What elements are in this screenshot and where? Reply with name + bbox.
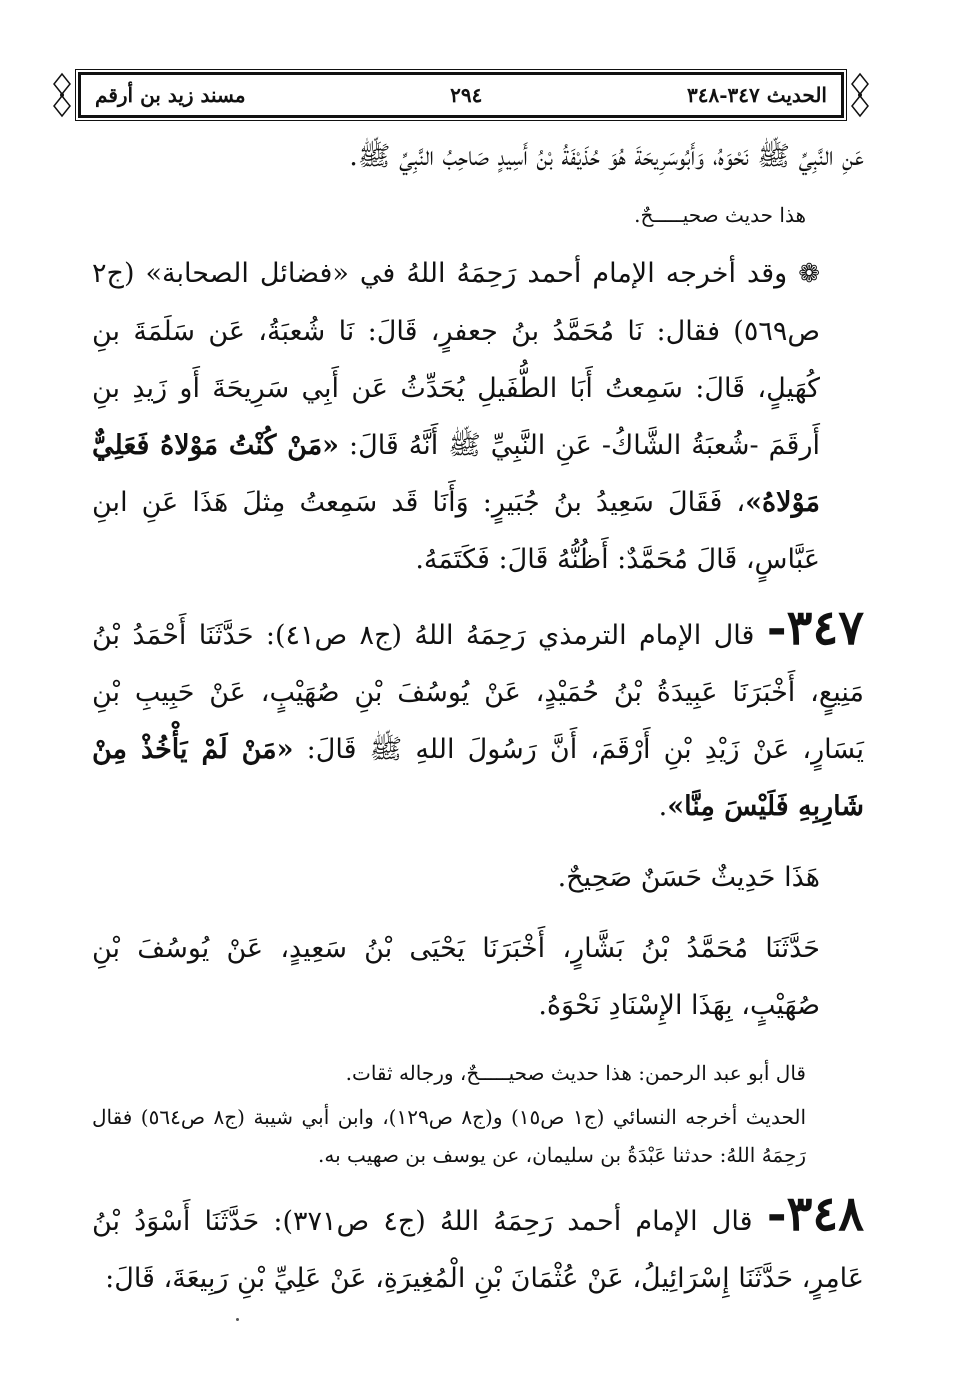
header-frame	[78, 72, 844, 118]
hadith-isnad: قال الإمام الترمذي رَحِمَهُ اللهُ (ج٨ ص٤١): حَدَّثَنَا أَحْمَدُ بْنُ مَنِيعٍ، أَخْبَرَنَا عَبِيدَةُ بْنُ حُمَيْدٍ، عَنْ يُوسُفَ بْنِ صُهَيْبٍ، عَنْ حَبِيبِ بْنِ يَسَارٍ، عَنْ زَيْدِ بْنِ أَرْقَمَ، أَنَّ رَسُولَ اللهِ ﷺ قَالَ:	[92, 620, 865, 765]
hadith-number: ٣٤٧-	[766, 600, 864, 656]
hadith-isnad: قال الإمام أحمد رَحِمَهُ اللهُ (ج٤ ص٣٧١): حَدَّثَنَا أَسْوَدُ بْنُ عَامِرٍ، حَدَّثَنَا إِسْرَائِيلُ، عَنْ عُثْمَانَ بْنِ الْمُغِيرَةِ، عَنْ عَلِيِّ بْنِ رَبِيعَةَ، قَالَ:	[92, 1206, 864, 1294]
print-speck	[236, 1318, 239, 1321]
hadith-348	[92, 1188, 864, 1307]
paragraph-ahmad-takhrij	[92, 245, 864, 588]
page-header	[52, 68, 870, 122]
page-number: ٢٩٤	[450, 83, 483, 107]
takhrij-text-end: ، فَقَالَ سَعِيدُ بنُ جُبَيرٍ: وَأَنَا قَد سَمِعتُ مِثلَ هَذَا عَنِ ابنِ عَبَّاسٍ، قَالَ مُحَمَّدٌ: أَظُنُّهُ قَالَ: فَكَتَمَهُ.	[92, 487, 820, 575]
left-ornament-icon	[52, 72, 72, 118]
page-body	[92, 128, 864, 1307]
hadith-quote: «مَنْ كُنْتُ مَوْلاهُ فَعَلِيٌّ مَوْلاهُ»	[92, 430, 820, 518]
hadith-quote: «مَنْ لَمْ يَأْخُذْ مِنْ شَارِبِهِ فَلَيْسَ مِنَّا»	[92, 734, 864, 822]
takhrij-text: وقد أخرجه الإمام أحمد رَحِمَهُ اللهُ في «فضائل الصحابة» (ج٢ ص٥٦٩) فقال: نَا مُحَمَّدُ بنُ جعفرٍ، قَالَ: نَا شُعبَةُ، عَن سَلَمَةَ بنِ كُهَيلٍ، قَالَ: سَمِعتُ أَبَا الطُّفَيلِ يُحَدِّثُ عَن أَبِي سَرِيحَةَ أَو زَيدِ بنِ أَرقَمَ -شُعبَةُ الشَّاكُ- عَنِ النَّبِيِّ ﷺ أَنَّهُ قَالَ:	[92, 258, 820, 461]
paragraph-second-chain: حَدَّثَنَا مُحَمَّدُ بْنُ بَشَّارٍ، أَخْبَرَنَا يَحْيَى بْنُ سَعِيدٍ، عَنْ يُوسُفَ بْنِ صُهَيْبٍ، بِهَذَا الإِسْنَادِ نَحْوَهُ.	[92, 933, 820, 1021]
hadith-347: ٣٤٧- قال الإمام الترمذي رَحِمَهُ اللهُ (ج٨ ص٤١): حَدَّثَنَا أَحْمَدُ بْنُ مَنِيعٍ، أَخْبَرَنَا عَبِيدَةُ بْنُ حُمَيْدٍ، عَنْ يُوسُفَ بْنِ صُهَيْبٍ، عَنْ حَبِيبِ بْنِ يَسَارٍ، عَنْ زَيْدِ بْنِ أَرْقَمَ، أَنَّ رَسُولَ اللهِ ﷺ قَالَ: «مَنْ لَمْ يَأْخُذْ مِنْ شَارِبِهِ فَلَيْسَ مِنَّا».	[92, 600, 865, 822]
header-book-title: مسند زيد بن أرقم	[95, 83, 246, 107]
takhrij-note: الحديث أخرجه النسائي (ج١ ص١٥) و(ج٨ ص١٢٩)، وابن أبي شيبة (ج٨ ص٥٦٤) فقال رَحِمَهُ اللهُ: حدثنا عَبْدَةُ بن سليمان، عن يوسف بن صهيب به.	[92, 1105, 807, 1167]
authenticity-note: هذا حديث صحيـــــحٌ.	[634, 203, 806, 227]
flower-icon: ❁	[798, 259, 820, 289]
hadith-number: ٣٤٨-	[766, 1186, 864, 1242]
paragraph-continuation: عَنِ النَّبِيِّ ﷺ نَحْوَهُ، وَأَبُوسَرِيحَةَ هُوَ حُذَيْفَةُ بْنُ أَسِيدٍ صَاحِبُ النَّبِيِّ ﷺ.	[349, 141, 864, 172]
header-hadith-range: الحديث ٣٤٧-٣٤٨	[686, 83, 827, 107]
author-comment: قال أبو عبد الرحمن: هذا حديث صحيـــــحٌ، ورجاله ثقات.	[345, 1061, 806, 1085]
right-ornament-icon	[850, 72, 870, 118]
grading-note: هَذَا حَدِيثٌ حَسَنٌ صَحِيحٌ.	[557, 862, 820, 893]
